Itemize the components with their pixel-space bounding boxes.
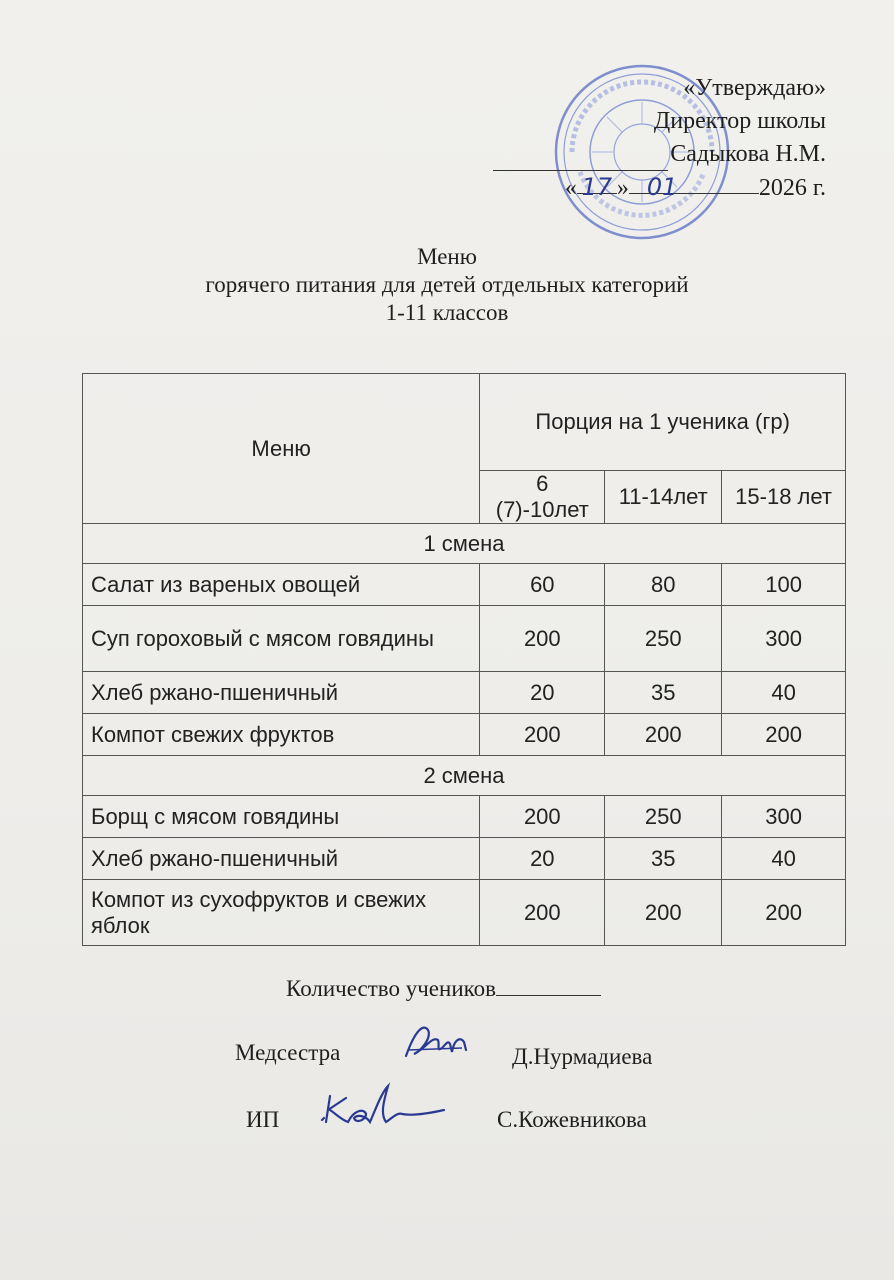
table-row xyxy=(83,714,846,756)
portion-value-3: 200 xyxy=(722,880,846,946)
document-title xyxy=(0,243,894,327)
approval-date: « 17 » 01 2026 г. xyxy=(564,173,826,201)
nurse-name: Д.Нурмадиева xyxy=(512,1044,653,1069)
dish-name: Суп гороховый с мясом говядины xyxy=(83,606,480,672)
portion-value-1: 200 xyxy=(480,606,605,672)
approval-block xyxy=(493,72,826,205)
nurse-label: Медсестра xyxy=(235,1040,341,1065)
title-line-1: Меню xyxy=(417,244,477,269)
age-group-2: 11-14лет xyxy=(605,471,722,524)
portion-value-1: 200 xyxy=(480,796,605,838)
shift-label: 2 смена xyxy=(83,756,846,796)
entrepreneur-signature xyxy=(316,1078,456,1138)
dish-name: Хлеб ржано-пшеничный xyxy=(83,672,480,714)
date-day: 17 xyxy=(581,173,613,201)
date-month: 01 xyxy=(646,173,678,201)
table-row xyxy=(83,838,846,880)
portion-value-2: 200 xyxy=(605,714,722,756)
entrepreneur-name: С.Кожевникова xyxy=(497,1107,647,1132)
portion-value-2: 250 xyxy=(605,606,722,672)
portion-value-3: 300 xyxy=(722,606,846,672)
portion-value-1: 20 xyxy=(480,672,605,714)
header-portion: Порция на 1 ученика (гр) xyxy=(480,374,846,471)
dish-name: Компот из сухофруктов и свежих яблок xyxy=(83,880,480,946)
menu-table xyxy=(82,373,846,946)
dish-name: Хлеб ржано-пшеничный xyxy=(83,838,480,880)
dish-name: Компот свежих фруктов xyxy=(83,714,480,756)
portion-value-3: 40 xyxy=(722,672,846,714)
shift-row xyxy=(83,524,846,564)
dish-name: Борщ с мясом говядины xyxy=(83,796,480,838)
portion-value-2: 200 xyxy=(605,880,722,946)
director-signature-line xyxy=(493,144,668,171)
student-count: Количество учеников xyxy=(286,975,601,1002)
header-menu: Меню xyxy=(83,374,480,524)
portion-value-1: 200 xyxy=(480,714,605,756)
portion-value-1: 20 xyxy=(480,838,605,880)
shift-label: 1 смена xyxy=(83,524,846,564)
date-year: 2026 г. xyxy=(758,175,826,201)
age-group-3: 15-18 лет xyxy=(722,471,846,524)
shift-row xyxy=(83,756,846,796)
portion-value-3: 40 xyxy=(722,838,846,880)
portion-value-2: 35 xyxy=(605,672,722,714)
title-line-2: горячего питания для детей отдельных категорий xyxy=(205,272,689,297)
table-row xyxy=(83,672,846,714)
nurse-signature xyxy=(402,1018,472,1066)
dish-name: Салат из вареных овощей xyxy=(83,564,480,606)
portion-value-1: 60 xyxy=(480,564,605,606)
approval-director-line xyxy=(493,138,826,171)
title-line-3: 1-11 классов xyxy=(385,300,509,325)
approval-heading: «Утверждаю» xyxy=(683,75,826,101)
approval-position: Директор школы xyxy=(653,108,826,134)
portion-value-1: 200 xyxy=(480,880,605,946)
table-header-row xyxy=(83,374,846,471)
table-row xyxy=(83,606,846,672)
table-row xyxy=(83,880,846,946)
portion-value-2: 250 xyxy=(605,796,722,838)
portion-value-2: 35 xyxy=(605,838,722,880)
portion-value-3: 300 xyxy=(722,796,846,838)
table-row xyxy=(83,796,846,838)
age-group-1: 6 (7)-10лет xyxy=(480,471,605,524)
director-name: Садыкова Н.М. xyxy=(670,141,826,167)
portion-value-2: 80 xyxy=(605,564,722,606)
table-row xyxy=(83,564,846,606)
student-count-blank xyxy=(496,975,601,996)
portion-value-3: 200 xyxy=(722,714,846,756)
portion-value-3: 100 xyxy=(722,564,846,606)
entrepreneur-label: ИП xyxy=(246,1107,280,1132)
